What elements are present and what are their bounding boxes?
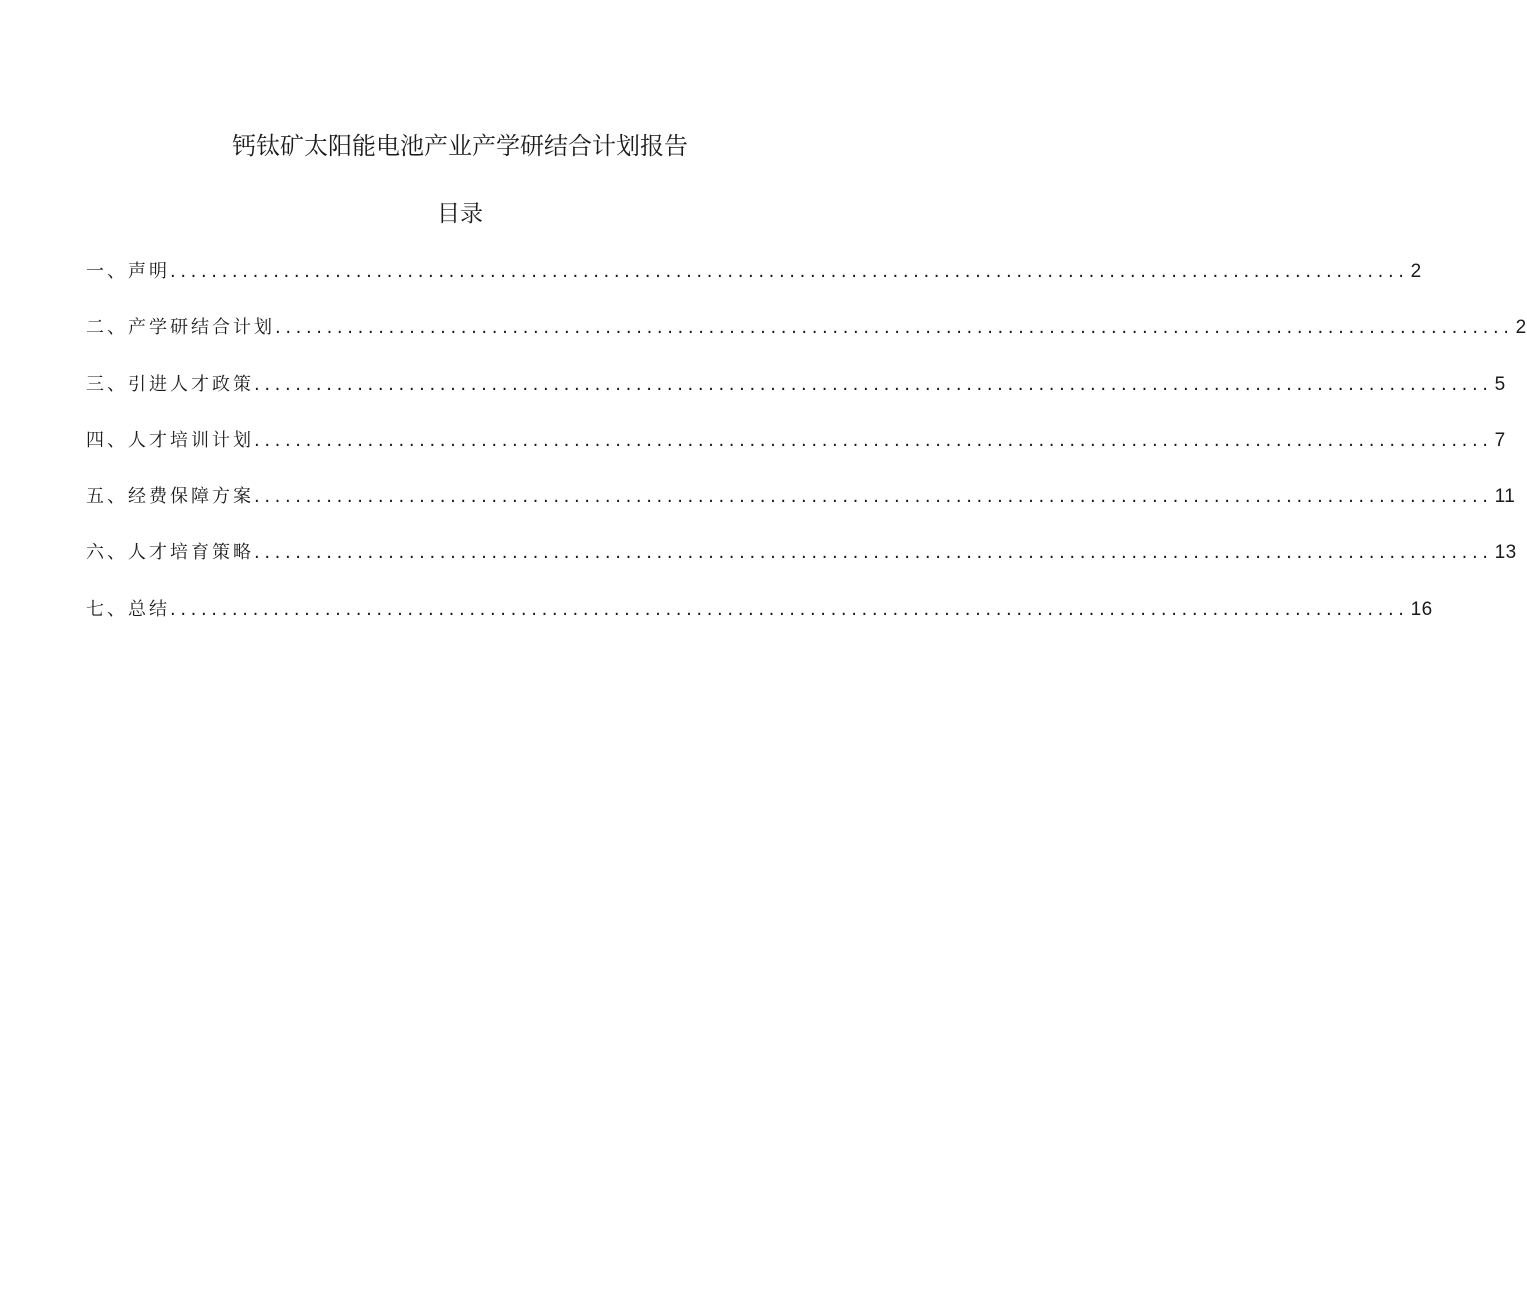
toc-entry-summary[interactable] <box>86 596 1433 652</box>
toc-entry-funding-guarantee[interactable] <box>86 483 1516 539</box>
toc-entry-talent-training-plan[interactable] <box>86 427 1506 483</box>
toc-leader-dots: ........................................................................................................................ <box>254 486 1493 508</box>
toc-leader-dots: ........................................................................................................................ <box>254 373 1493 395</box>
toc-leader-dots: ........................................................................................................................ <box>254 542 1493 564</box>
document-title: 钙钛矿太阳能电池产业产学研结合计划报告 <box>232 132 688 160</box>
toc-heading: 目录 <box>437 201 483 227</box>
toc-entry-number: 二、 <box>86 317 128 339</box>
toc-entry-talent-cultivation-strategy[interactable] <box>86 539 1517 595</box>
toc-entry-page: 11 <box>1494 486 1516 508</box>
toc-entry-page: 13 <box>1494 542 1517 564</box>
toc-entry-number: 一、 <box>86 261 128 282</box>
toc-entry-page: 2 <box>1410 261 1422 282</box>
toc-entry-page: 2 <box>1515 317 1527 339</box>
toc-entry-number: 六、 <box>86 542 128 564</box>
toc-entry-label: 引进人才政策 <box>128 373 254 395</box>
toc-entry-talent-introduction-policy[interactable] <box>86 371 1506 427</box>
toc-leader-dots: ........................................................................................................................ <box>170 598 1409 620</box>
toc-entry-label: 声明 <box>128 261 170 282</box>
toc-entry-label: 人才培育策略 <box>128 542 254 564</box>
toc-entry-page: 7 <box>1494 429 1506 451</box>
toc-entry-page: 5 <box>1494 373 1506 395</box>
toc-entry-number: 三、 <box>86 373 128 395</box>
toc-leader-dots: ........................................................................................................................ <box>254 429 1493 451</box>
toc-entry-page: 16 <box>1410 598 1433 620</box>
toc-entry-number: 七、 <box>86 598 128 620</box>
toc-entry-label: 总结 <box>128 598 170 620</box>
toc-leader-dots: ........................................................................................................................ <box>170 261 1409 282</box>
toc-entry-label: 经费保障方案 <box>128 486 254 508</box>
toc-entry-label: 人才培训计划 <box>128 429 254 451</box>
table-of-contents <box>86 258 1527 652</box>
toc-entry-industry-academia-plan[interactable] <box>86 314 1527 370</box>
toc-leader-dots: ........................................................................................................................ <box>275 317 1514 339</box>
toc-entry-number: 四、 <box>86 429 128 451</box>
toc-entry-declaration[interactable] <box>86 258 1422 314</box>
toc-entry-number: 五、 <box>86 486 128 508</box>
toc-entry-label: 产学研结合计划 <box>128 317 275 339</box>
